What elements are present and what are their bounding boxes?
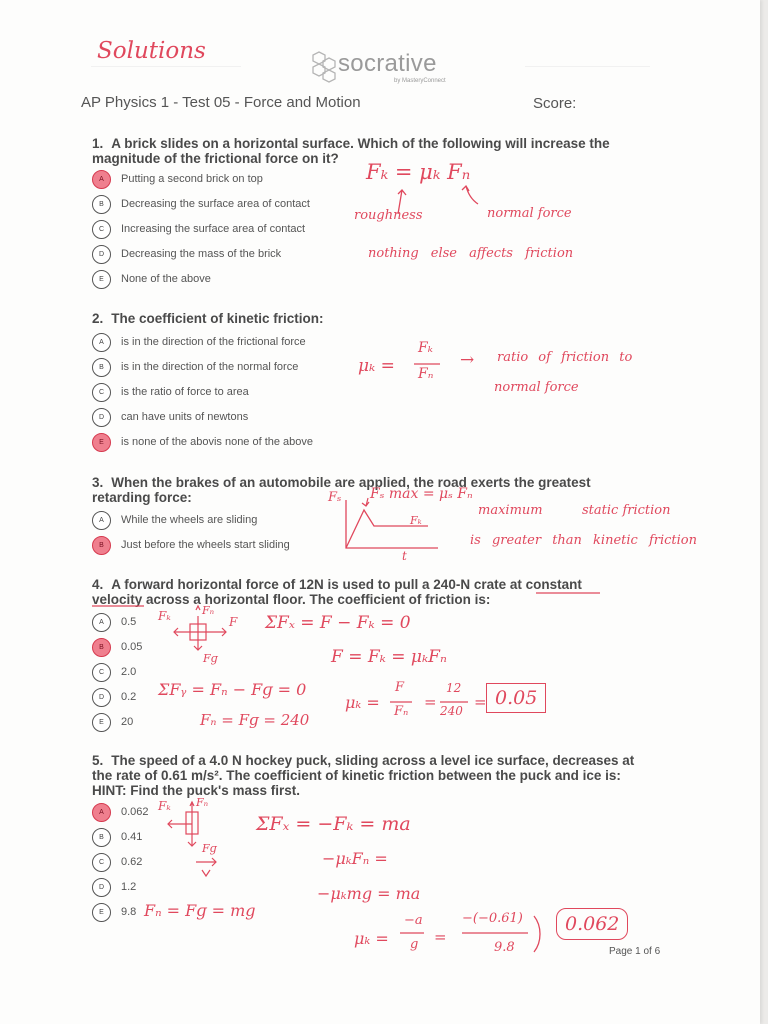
q2-note-mu: μₖ = — [358, 356, 395, 376]
q5-fbd-fg: Fɡ — [202, 842, 217, 855]
option-label: Decreasing the surface area of contact — [121, 198, 310, 210]
option-bubble[interactable]: A — [92, 333, 111, 352]
q4-note-f-eq: F = Fₖ = μₖFₙ — [331, 647, 447, 667]
q4-answer: 0.05 — [486, 683, 546, 713]
q1-note-nothing-else: nothing else affects friction — [368, 246, 574, 261]
question-2-text — [92, 311, 324, 326]
question-number: 4. — [92, 577, 104, 592]
q5-answer: 0.062 — [556, 908, 628, 940]
option-label: 0.2 — [121, 691, 137, 703]
q4-frac1-den: Fₙ — [394, 704, 409, 719]
q3-note-static: static friction — [582, 503, 671, 518]
title-line — [91, 66, 241, 67]
q4-frac2-den: 240 — [440, 704, 463, 718]
q5-note-fn-eq: Fₙ = Fɡ = mg — [144, 901, 256, 920]
test-title: AP Physics 1 - Test 05 - Force and Motion — [81, 94, 361, 111]
handwritten-title: Solutions — [97, 38, 206, 64]
option-label: Increasing the surface area of contact — [121, 223, 306, 235]
q5-frac1-den: g — [410, 937, 419, 952]
question-number: 1. — [92, 136, 104, 151]
option-label: 0.5 — [121, 616, 137, 628]
option-bubble[interactable]: D — [92, 878, 111, 897]
question-line: retarding force: — [92, 490, 192, 505]
question-4-text — [92, 577, 582, 607]
q2-note-denominator: Fₙ — [418, 366, 434, 382]
option-label: 2.0 — [121, 666, 137, 678]
option-label: is in the direction of the frictional force — [121, 336, 306, 348]
q1-note-formula: Fₖ = μₖ Fₙ — [366, 160, 471, 184]
q5-note-step2: −μₖFₙ = — [322, 849, 388, 868]
question-line: A brick slides on a horizontal surface. Which of the following will increase the — [111, 136, 610, 151]
q3-note-fsmax: Fₛ max = μₛ Fₙ — [370, 486, 473, 502]
question-line: velocity across a horizontal floor. The coefficient of friction is: — [92, 592, 491, 607]
option-bubble[interactable]: B — [92, 638, 111, 657]
option-bubble[interactable]: B — [92, 828, 111, 847]
q4-fbd-fk: Fₖ — [158, 609, 171, 623]
score-label: Score: — [533, 95, 577, 112]
question-line: magnitude of the frictional force on it? — [92, 151, 339, 166]
question-line: When the brakes of an automobile are applied, the road exerts the greatest — [111, 475, 591, 490]
q4-frac1-num: F — [395, 680, 405, 695]
q1-note-normal-force: normal force — [487, 206, 572, 221]
q3-friction-graph — [338, 496, 448, 566]
question-line: The coefficient of kinetic friction: — [111, 311, 324, 326]
option-bubble[interactable]: B — [92, 358, 111, 377]
socrative-logo — [308, 48, 458, 92]
q4-eq: = — [424, 693, 437, 711]
option-label: 0.41 — [121, 831, 143, 843]
q2-note-numerator: Fₖ — [418, 340, 433, 356]
option-label: 0.05 — [121, 641, 143, 653]
q5-fbd-fn: Fₙ — [196, 796, 209, 809]
option-bubble[interactable]: C — [92, 220, 111, 239]
q4-fbd-f: F — [229, 615, 238, 629]
option-bubble[interactable]: D — [92, 688, 111, 707]
q2-note-ratio-line2: normal force — [494, 380, 579, 395]
q4-note-sum-x: ΣFₓ = F − Fₖ = 0 — [265, 613, 411, 633]
option-bubble[interactable]: C — [92, 853, 111, 872]
option-label: 9.8 — [121, 906, 137, 918]
question-number: 5. — [92, 753, 104, 768]
q1-note-roughness: roughness — [354, 208, 423, 223]
logo-line — [525, 66, 650, 67]
q4-eq2: = — [474, 693, 487, 711]
q4-note-sum-y: ΣFᵧ = Fₙ − Fɡ = 0 — [158, 680, 307, 699]
option-bubble[interactable]: A — [92, 613, 111, 632]
q3-note-fs: Fₛ — [328, 490, 342, 505]
page-number: Page 1 of 6 — [609, 946, 661, 957]
question-line: A forward horizontal force of 12N is used to pull a 240-N crate at constant — [111, 577, 582, 592]
option-bubble[interactable]: C — [92, 663, 111, 682]
question-number: 2. — [92, 311, 104, 326]
option-label: 0.062 — [121, 806, 149, 818]
q5-note-sum-x: ΣFₓ = −Fₖ = ma — [256, 813, 411, 835]
question-1-text — [92, 136, 610, 166]
option-bubble[interactable]: A — [92, 803, 111, 822]
q4-note-fn-eq: Fₙ = Fɡ = 240 — [200, 711, 310, 729]
question-line: the rate of 0.61 m/s². The coefficient of kinetic friction between the puck and ice is: — [92, 768, 621, 783]
q4-underline — [536, 591, 656, 595]
q4-underline-2 — [92, 604, 152, 608]
question-line: HINT: Find the puck's mass first. — [92, 783, 300, 798]
option-label: 1.2 — [121, 881, 137, 893]
q2-note-ratio-line1: ratio of friction to — [497, 350, 633, 365]
option-label: Just before the wheels start sliding — [121, 539, 290, 551]
option-bubble[interactable]: E — [92, 270, 111, 289]
q5-eq: = — [434, 928, 447, 946]
q5-fbd-a — [218, 848, 219, 849]
option-bubble[interactable]: E — [92, 713, 111, 732]
option-label: 20 — [121, 716, 134, 728]
logo-name: socrative — [338, 50, 437, 77]
q3-note-greater: is greater than kinetic friction — [470, 533, 697, 548]
option-bubble[interactable]: E — [92, 433, 111, 452]
option-bubble[interactable]: D — [92, 408, 111, 427]
q5-frac2-den: 9.8 — [494, 940, 515, 955]
q4-fbd-fn: Fₙ — [202, 604, 215, 617]
option-bubble[interactable]: E — [92, 903, 111, 922]
q2-note-arrow: → — [460, 350, 475, 370]
option-label: is the ratio of force to area — [121, 386, 249, 398]
option-bubble[interactable]: C — [92, 383, 111, 402]
q5-fbd-fk: Fₖ — [158, 799, 171, 813]
option-label: Decreasing the mass of the brick — [121, 248, 282, 260]
q3-note-t: t — [402, 549, 407, 563]
option-label: None of the above — [121, 273, 211, 285]
q4-frac2-num: 12 — [446, 681, 462, 695]
option-bubble[interactable]: D — [92, 245, 111, 264]
option-label: Putting a second brick on top — [121, 173, 263, 185]
q4-note-mu: μₖ = — [345, 693, 380, 712]
q5-note-step3: −μₖmg = ma — [317, 884, 421, 903]
option-bubble[interactable]: B — [92, 536, 111, 555]
logo-tagline: by MasteryConnect — [394, 78, 446, 84]
q2-fraction-bar — [414, 362, 444, 366]
question-line: The speed of a 4.0 N hockey puck, sliding across a level ice surface, decreases at — [111, 753, 635, 768]
option-label: is in the direction of the normal force — [121, 361, 299, 373]
q3-note-maximum: maximum — [478, 503, 543, 518]
q4-fbd-fg: Fɡ — [203, 652, 218, 665]
option-bubble[interactable]: B — [92, 195, 111, 214]
option-bubble[interactable]: A — [92, 511, 111, 530]
q3-note-fk: Fₖ — [410, 514, 422, 527]
hexagon-logo-icon — [310, 50, 338, 84]
option-label: is none of the abovis none of the above — [121, 436, 314, 448]
q5-frac2-num: −(−0.61) — [462, 911, 523, 926]
option-label: While the wheels are sliding — [121, 514, 258, 526]
option-label: 0.62 — [121, 856, 143, 868]
question-5-text — [92, 753, 634, 798]
option-bubble[interactable]: A — [92, 170, 111, 189]
q5-frac1-num: −a — [404, 913, 423, 928]
question-number: 3. — [92, 475, 104, 490]
q5-note-mu: μₖ = — [354, 929, 389, 948]
option-label: can have units of newtons — [121, 411, 249, 423]
